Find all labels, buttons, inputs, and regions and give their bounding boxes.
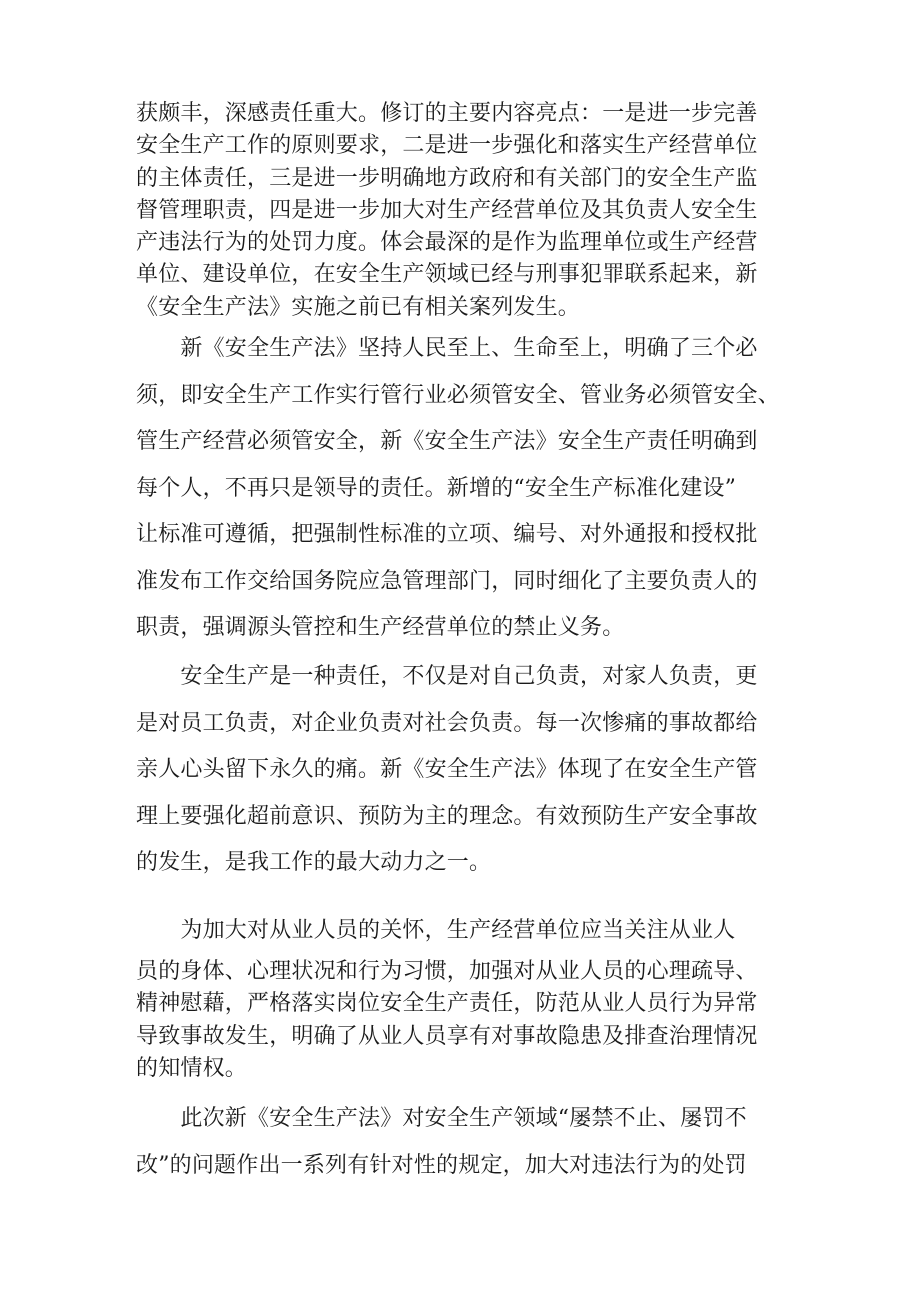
text-line: 改”的问题作出一系列有针对性的规定，加大对违法行为的处罚 [136, 1152, 747, 1178]
text-line: 须，即安全生产工作实行管行业必须管安全、管业务必须管安全、 [136, 382, 780, 408]
text-line: 的发生，是我工作的最大动力之一。 [136, 850, 492, 875]
text-line: 每个人，不再只是领导的责任。新增的“安全生产标准化建设” [136, 475, 737, 501]
text-line: 安全生产是一种责任，不仅是对自己负责，对家人负责，更 [136, 664, 758, 689]
text-line: 此次新《安全生产法》对安全生产领域“屡禁不止、屡罚不 [136, 1106, 747, 1131]
text-line: 精神慰藉，严格落实岗位安全生产责任，防范从业人员行为异常 [136, 991, 758, 1017]
text-line: 单位、建设单位，在安全生产领域已经与刑事犯罪联系起来，新 [136, 262, 758, 288]
paragraph-5 [136, 956, 804, 1085]
text-line: 为加大对从业人员的关怀，生产经营单位应当关注从业人 [136, 918, 736, 943]
text-line: 职责，强调源头管控和生产经营单位的禁止义务。 [136, 615, 625, 640]
paragraph-1 [136, 98, 804, 324]
paragraph-6 [136, 1096, 804, 1189]
text-line: 的主体责任，三是进一步明确地方政府和有关部门的安全生产监 [136, 165, 758, 191]
text-line: 产违法行为的处罚力度。体会最深的是作为监理单位或生产经营 [136, 230, 758, 256]
text-line: 新《安全生产法》坚持人民至上、生命至上，明确了三个必 [136, 336, 758, 361]
text-line: 督管理职责，四是进一步加大对生产经营单位及其负责人安全生 [136, 197, 758, 223]
text-line: 管生产经营必须管安全，新《安全生产法》安全生产责任明确到 [136, 429, 758, 454]
paragraph-3 [136, 654, 804, 887]
text-line: 安全生产工作的原则要求，二是进一步强化和落实生产经营单位 [136, 133, 758, 159]
text-line: 导致事故发生，明确了从业人员享有对事故隐患及排查治理情况 [136, 1023, 758, 1049]
text-line: 是对员工负责，对企业负责对社会负责。每一次惨痛的事故都给 [136, 710, 758, 736]
text-line: 亲人心头留下永久的痛。新《安全生产法》体现了在安全生产管 [136, 757, 758, 782]
paragraph-2 [136, 326, 804, 652]
text-line: 的知情权。 [136, 1055, 248, 1081]
text-line: 准发布工作交给国务院应急管理部门，同时细化了主要负责人的 [136, 568, 758, 594]
paragraph-4 [136, 908, 804, 955]
text-line: 理上要强化超前意识、预防为主的理念。有效预防生产安全事故 [136, 803, 758, 829]
text-line: 获颇丰，深感责任重大。修订的主要内容亮点：一是进一步完善 [136, 101, 758, 126]
text-line: 《安全生产法》实施之前已有相关案列发生。 [136, 294, 581, 320]
text-line: 员的身体、心理状况和行为习惯，加强对从业人员的心理疏导、 [136, 959, 758, 984]
text-line: 让标准可遵循，把强制性标准的立项、编号、对外通报和授权批 [136, 522, 758, 547]
